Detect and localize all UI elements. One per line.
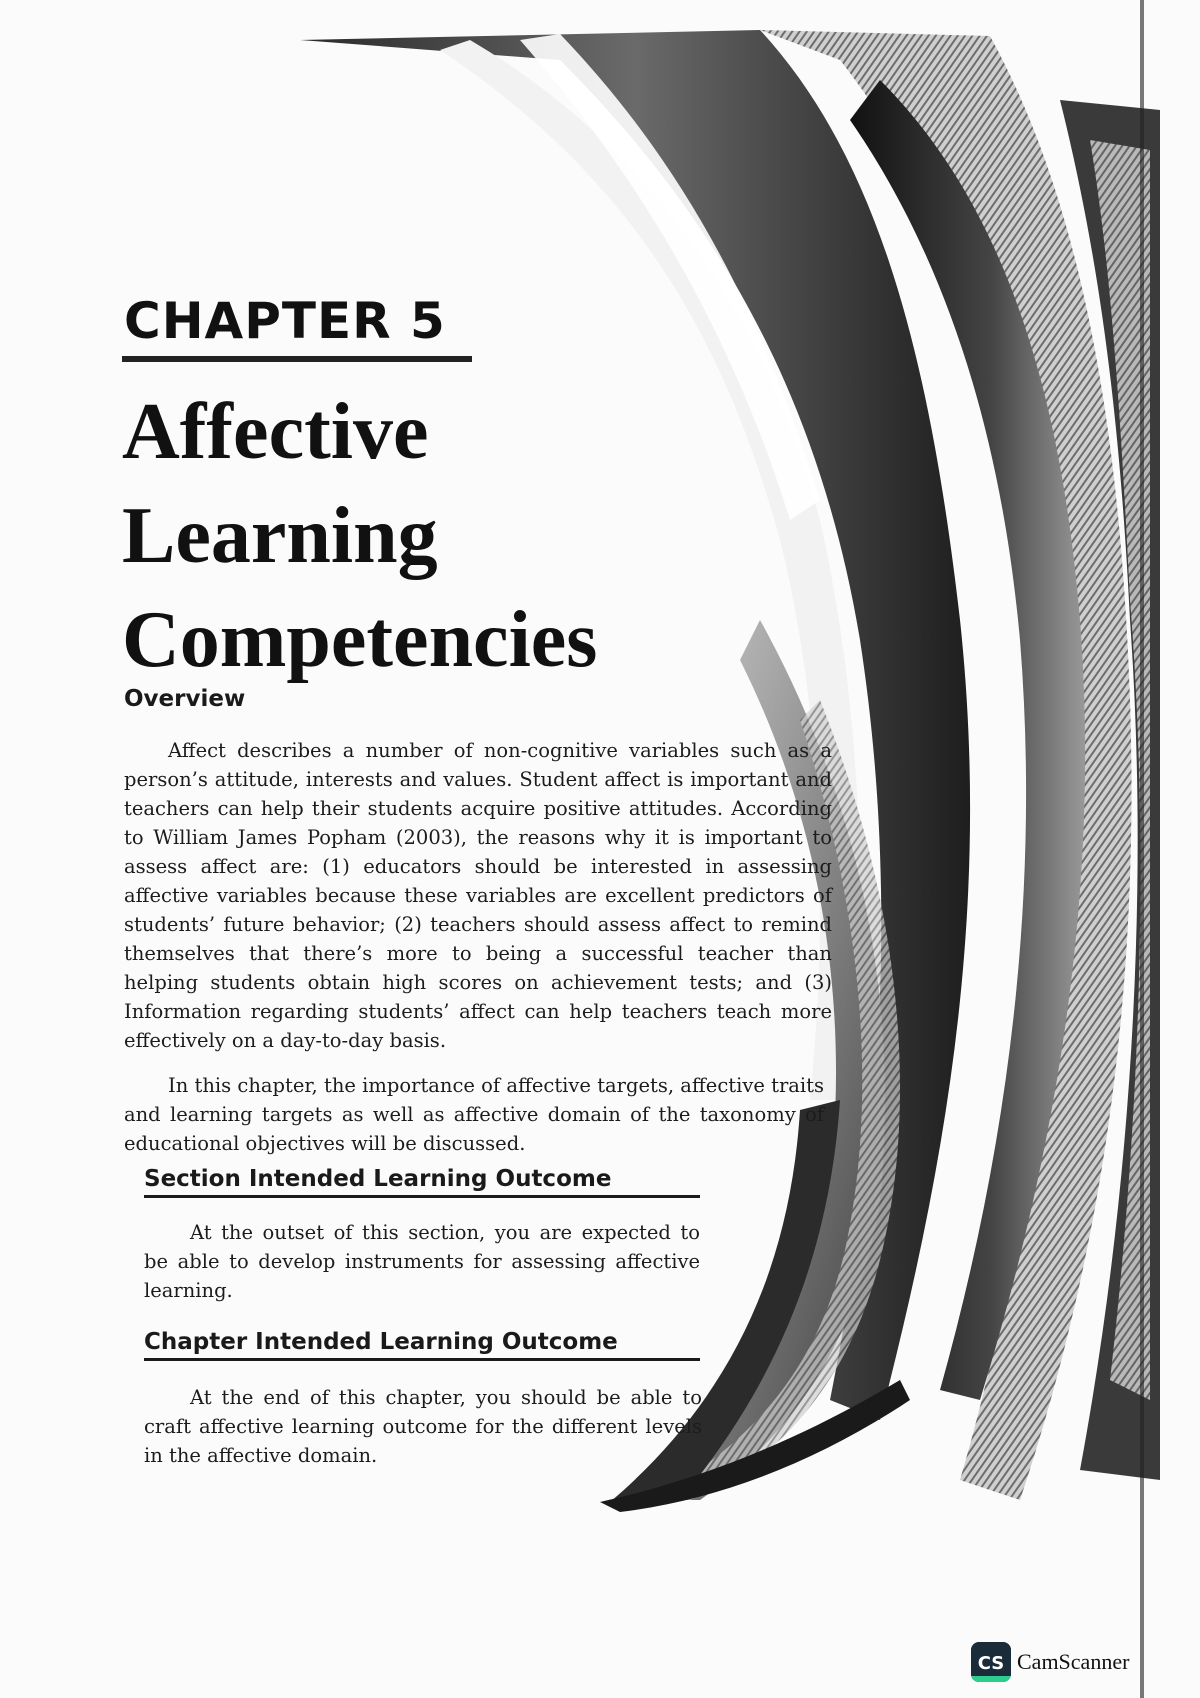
overview-paragraph-2: In this chapter, the importance of affective targets, affective traits and learning targets as well as affective domain of the taxonomy of educational objectives will be discussed. <box>124 1074 824 1155</box>
chapter-outcome-heading: Chapter Intended Learning Outcome <box>144 1329 700 1361</box>
chapter-title-line-1: Affective <box>122 388 429 476</box>
chapter-title-line-2: Learning <box>122 492 438 580</box>
camscanner-brand: CamScanner <box>1017 1649 1130 1674</box>
chapter-title-line-3: Competencies <box>122 596 598 684</box>
chapter-title <box>122 380 597 692</box>
camscanner-badge-text: CS <box>977 1653 1005 1674</box>
overview-paragraph-1: Affect describes a number of non-cognitive variables such as a person’s attitude, interests and values. Student affect is important and teachers can help their students acquire positive attitudes. According to William James Popham (2003), the reasons why it is important to assess affect are: (1) educators should be interested in assessing affective variables because these variables are excellent predictors of students’ future behavior; (2) teachers should assess affect to remind themselves that there’s more to being a successful teacher than helping students obtain high scores on achievement tests; and (3) Information regarding students’ affect can help teachers teach more effectively on a day-to-day basis. <box>124 739 832 1052</box>
overview-heading: Overview <box>124 686 246 712</box>
chapter-rule <box>122 356 472 362</box>
section-outcome-text: At the outset of this section, you are expected to be able to develop instruments for assessing affective learning. <box>144 1221 700 1302</box>
chapter-outcome-text: At the end of this chapter, you should be able to craft affective learning outcome for the different levels in the affective domain. <box>144 1386 702 1467</box>
chapter-label: CHAPTER 5 <box>124 292 446 350</box>
camscanner-logo-icon <box>971 1642 1011 1682</box>
section-outcome-heading: Section Intended Learning Outcome <box>144 1166 700 1198</box>
camscanner-watermark <box>971 1642 1129 1682</box>
